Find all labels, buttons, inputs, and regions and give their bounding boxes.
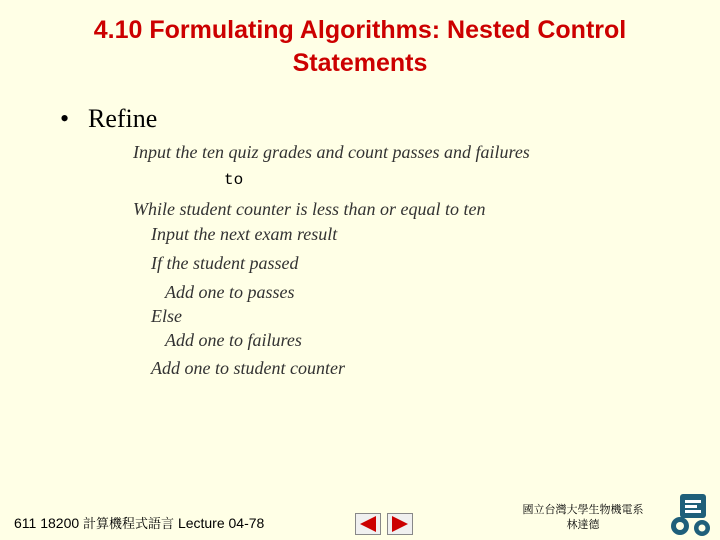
top-step-text: Input the ten quiz grades and count passes and failures [133,142,530,162]
footer-course [14,513,264,532]
department-name: 國立台灣大學生物機電系 [522,503,644,516]
algo-line-else: Else [151,306,182,326]
previous-slide-button[interactable] [355,513,381,535]
connector-to: to [224,171,244,189]
footer-affiliation [498,502,668,532]
bullet-marker: • [60,104,70,133]
algo-line-while: While student counter is less than or equal to ten [133,199,486,219]
title-line-1: 4.10 Formulating Algorithms: Nested Control [93,16,627,44]
lecture-number: Lecture 04-78 [177,515,265,531]
bullet-text: Refine [88,104,158,133]
next-slide-button[interactable] [387,513,413,535]
left-triangle-icon [356,514,380,534]
algo-line-add-passes: Add one to passes [165,282,295,302]
algo-line-add-counter: Add one to student counter [151,358,345,378]
right-triangle-icon [388,514,412,534]
course-code: 611 18200 [14,515,80,531]
department-logo-icon [668,492,716,538]
algo-line-input: Input the next exam result [151,224,338,244]
title-line-2: Statements [292,49,428,77]
instructor-name: 林達德 [566,518,600,531]
algo-line-if: If the student passed [151,253,299,273]
algo-line-add-failures: Add one to failures [165,330,302,350]
slide-title [30,14,690,80]
bullet-refine [60,104,157,134]
course-name: 計算機程式語言 [83,517,175,532]
